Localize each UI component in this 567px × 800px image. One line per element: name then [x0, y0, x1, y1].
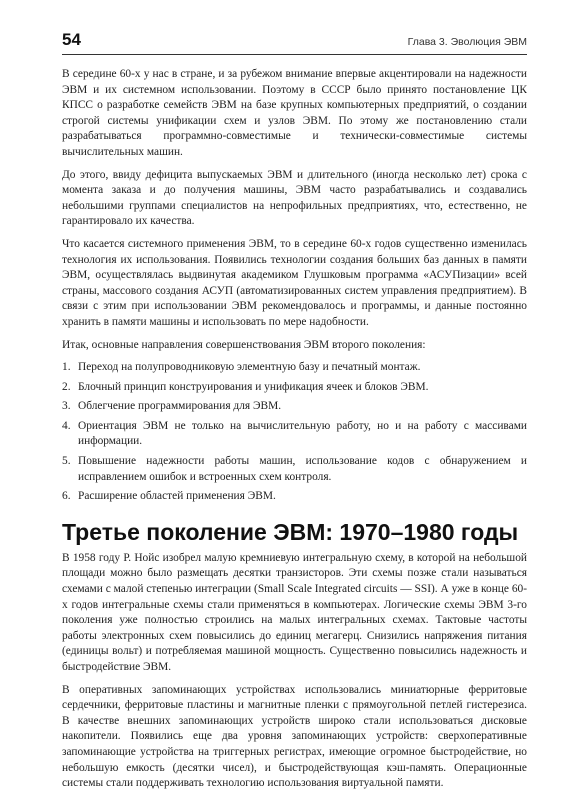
list-item-number: 6.: [62, 490, 71, 503]
paragraph: В оперативных запоминающих устройствах использовались миниатюрные ферритовые сердечники, ферритовые пластины и магнитные пленки с прямоугольной петлей гистерезиса. В качестве внешних запоминающих устройств широко стали использоваться дисковые накопители. Появились еще два уровня запоминающих устройств: сверхоперативные запоминающие устройства на триггерных регистрах, имеющие огромное быстродействие, но небольшую емкость (десятки чисел), и быстродействующая кэш-память. Операционные системы стали поддерживать технологию использования виртуальной памяти.: [62, 683, 527, 790]
list-item: [62, 419, 527, 450]
book-page: [62, 26, 527, 799]
paragraph: Итак, основные направления совершенствования ЭВМ второго поколения:: [62, 338, 426, 351]
list-item: [62, 399, 527, 415]
list-item: [62, 380, 527, 396]
list-item: [62, 454, 527, 485]
list-item-text: Повышение надежности работы машин, использование кодов с обнаружением и исправлением ошибок и встроенных схем контроля.: [78, 455, 527, 483]
page-number: 54: [62, 30, 81, 49]
paragraph: В середине 60-х у нас в стране, и за рубежом внимание впервые акцентировали на надежности ЭВМ и их системном использовании. Поэтому в СССР было принято постановление ЦК КПСС о разработке семейств ЭВМ на базе крупных компьютерных предприятий, о создании строгой системы унификации схем и узлов ЭВМ. По этому же постановлению стали разрабатываться программно-совместимые и технически-совместимые системы вычислительных машин.: [62, 68, 527, 158]
list-item-text: Ориентация ЭВМ не только на вычислительную работу, но и на работу с массивами информации.: [78, 419, 527, 448]
section-heading: Третье поколение ЭВМ: 1970–1980 годы: [62, 518, 519, 545]
paragraph: В 1958 году Р. Нойс изобрел малую кремниевую интегральную схему, в которой на небольшой площади можно было размещать десятки транзисторов. Эти схемы позже стали называться схемами с малой степенью интеграции (Small Scale Integrated circuits — SSI). А уже в конце 60-х годов интегральные схемы стали применяться в компьютерах. Логические схемы ЭВМ 3-го поколения уже полностью строились на малых интегральных схемах. Тактовые частоты работы электронных схем повысились до единиц мегагерц. Снизились напряжения питания (единицы вольт) и потребляемая машиной мощность. Существенно повысились надежность и быстродействие ЭВМ.: [62, 551, 527, 673]
numbered-list: [62, 360, 527, 505]
list-item-number: 1.: [62, 361, 71, 374]
list-item-text: Переход на полупроводниковую элементную базу и печатный монтаж.: [78, 361, 421, 374]
list-item-text: Блочный принцип конструирования и унификация ячеек и блоков ЭВМ.: [78, 380, 429, 393]
running-head: Глава 3. Эволюция ЭВМ: [407, 36, 527, 48]
page-header: [62, 26, 527, 55]
page-content: [62, 67, 527, 792]
list-item-text: Облегчение программирования для ЭВМ.: [78, 400, 282, 413]
list-item-number: 3.: [62, 400, 71, 413]
list-item: [62, 489, 527, 505]
list-item: [62, 360, 527, 376]
list-item-number: 4.: [62, 419, 71, 432]
list-item-number: 2.: [62, 380, 71, 393]
paragraph: До этого, ввиду дефицита выпускаемых ЭВМ и длительного (иногда несколько лет) срока с момента заказа и до получения машины, ЭВМ часто разрабатывались и создавались небольшими группами специалистов на непрофильных предприятиях, что, естественно, не гарантировало их качества.: [62, 168, 527, 228]
list-item-number: 5.: [62, 455, 71, 468]
list-item-text: Расширение областей применения ЭВМ.: [78, 490, 276, 503]
paragraph: Что касается системного применения ЭВМ, то в середине 60-х годов существенно изменилась технология их использования. Появились технологии создания больших баз данных в памяти ЭВМ, осуществлялась выдвинутая академиком Глушковым программа «АСУПизации» всей страны, массового создания АСУП (автоматизированных систем управления предприятием). В связи с этим при использовании ЭВМ рекомендовалось и программы, и данные постоянно хранить в памяти машины и использовать по мере надобности.: [62, 237, 527, 328]
